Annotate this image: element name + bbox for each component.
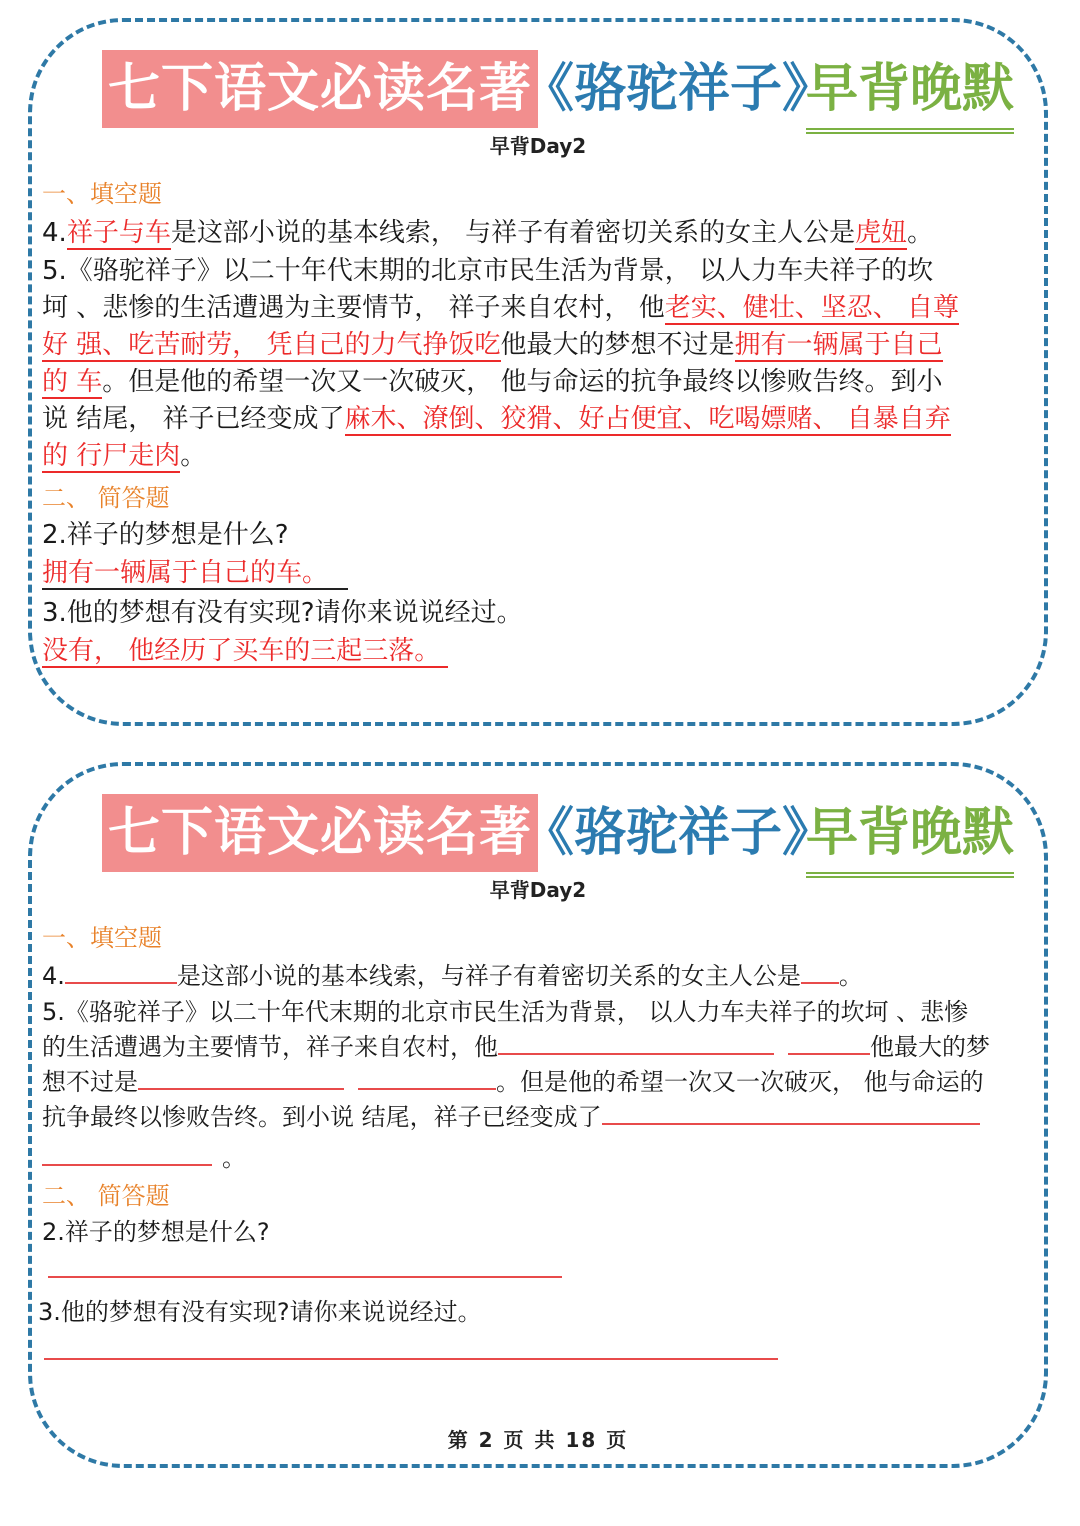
day-label: 早背Day2 bbox=[489, 878, 587, 902]
page-number: 第 2 页 共 18 页 bbox=[447, 1428, 629, 1452]
q2-question: 2.祥子的梦想是什么? bbox=[42, 520, 289, 550]
title-banner bbox=[102, 42, 1022, 122]
section-fill-blank: 一、填空题 bbox=[42, 924, 162, 952]
q4-answer-1: 祥子与车 bbox=[66, 218, 171, 248]
q5-line-3: 好 强、吃苦耐劳， 凭自己的力气挣饭吃他最大的梦想不过是拥有一辆属于自己 bbox=[42, 330, 943, 360]
q5-blank-ending-2[interactable] bbox=[42, 1142, 212, 1166]
q4-line: 4. 是这部小说的基本线索，与祥子有着密切关系的女主人公是 。 bbox=[42, 962, 863, 990]
q5-line-2: 坷 、悲惨的生活遭遇为主要情节， 祥子来自农村， 他老实、健壮、坚忍、 自尊 bbox=[42, 293, 960, 323]
title-subject: 七下语文必读名著 bbox=[102, 794, 538, 872]
q5-blank-traits-2[interactable] bbox=[788, 1031, 870, 1055]
q4-blank-2[interactable] bbox=[801, 960, 839, 984]
q5-line-5: 说 结尾， 祥子已经变成了麻木、潦倒、狡猾、好占便宜、吃喝嫖赌、 自暴自弃 bbox=[42, 404, 951, 434]
q5-answer-ending: 麻木、潦倒、狡猾、好占便宜、吃喝嫖赌、 自暴自弃 bbox=[344, 404, 951, 434]
title-book: 《骆驼祥子》 bbox=[522, 59, 835, 119]
q3-question: 3.他的梦想有没有实现?请你来说说经过。 bbox=[42, 598, 523, 628]
title-banner bbox=[102, 786, 1022, 866]
answer-card bbox=[28, 18, 1048, 726]
title-subject: 七下语文必读名著 bbox=[102, 50, 538, 128]
q4-answer-2: 虎妞 bbox=[855, 218, 908, 248]
section-fill-blank: 一、填空题 bbox=[42, 180, 162, 208]
q5-blank-ending[interactable] bbox=[602, 1101, 980, 1125]
q5-answer-traits-cont: 好 强、吃苦耐劳， 凭自己的力气挣饭吃 bbox=[42, 330, 501, 360]
q5-line-4: 抗争最终以惨败告终。到小说 结尾，祥子已经变成了 bbox=[42, 1097, 980, 1132]
q5-answer-dream-cont: 的 车 bbox=[42, 367, 103, 397]
q5-blank-dream[interactable] bbox=[138, 1066, 344, 1090]
q2-answer-blank[interactable] bbox=[48, 1276, 562, 1278]
q5-blank-dream-2[interactable] bbox=[358, 1066, 496, 1090]
q4-line: 4.祥子与车是这部小说的基本线索， 与祥子有着密切关系的女主人公是虎妞。 bbox=[42, 218, 934, 248]
q5-blank-traits[interactable] bbox=[498, 1031, 774, 1055]
title-book: 《骆驼祥子》 bbox=[522, 803, 835, 863]
q5-line-2: 的生活遭遇为主要情节，祥子来自农村，他 他最大的梦 bbox=[42, 1033, 990, 1061]
q5-line-1: 5.《骆驼祥子》以二十年代末期的北京市民生活为背景， 以人力车夫祥子的坎坷 、悲惨 bbox=[42, 998, 969, 1026]
title-mode: 早背晚默 bbox=[806, 794, 1014, 878]
q4-blank-1[interactable] bbox=[65, 960, 177, 984]
q5-answer-traits: 老实、健壮、坚忍、 自尊 bbox=[664, 293, 960, 323]
q5-line-5: 。 bbox=[42, 1138, 246, 1173]
q5-line-3: 想不过是 。但是他的希望一次又一次破灭， 他与命运的 bbox=[42, 1068, 984, 1096]
q2-answer: 拥有一辆属于自己的车。 bbox=[42, 558, 348, 590]
title-mode: 早背晚默 bbox=[806, 50, 1014, 134]
q5-line-4: 的 车。但是他的希望一次又一次破灭， 他与命运的抗争最终以惨败告终。到小 bbox=[42, 367, 943, 397]
section-short-answer: 二、 简答题 bbox=[42, 484, 170, 512]
section-short-answer: 二、 简答题 bbox=[42, 1182, 170, 1210]
q5-line-1: 5.《骆驼祥子》以二十年代末期的北京市民生活为背景， 以人力车夫祥子的坎 bbox=[42, 256, 934, 286]
q3-answer-line bbox=[42, 630, 448, 667]
day-label: 早背Day2 bbox=[489, 134, 587, 158]
q2-question: 2.祥子的梦想是什么? bbox=[42, 1218, 270, 1246]
q2-answer-line bbox=[42, 552, 348, 589]
q5-answer-ending-cont: 的 行尸走肉 bbox=[42, 441, 181, 471]
q3-answer: 没有， 他经历了买车的三起三落。 bbox=[42, 636, 448, 668]
q5-answer-dream: 拥有一辆属于自己 bbox=[734, 330, 943, 360]
q3-answer-blank[interactable] bbox=[44, 1358, 778, 1360]
q5-line-6: 的 行尸走肉。 bbox=[42, 441, 207, 471]
blank-card bbox=[28, 762, 1048, 1468]
q3-question: 3.他的梦想有没有实现?请你来说说经过。 bbox=[38, 1298, 482, 1326]
